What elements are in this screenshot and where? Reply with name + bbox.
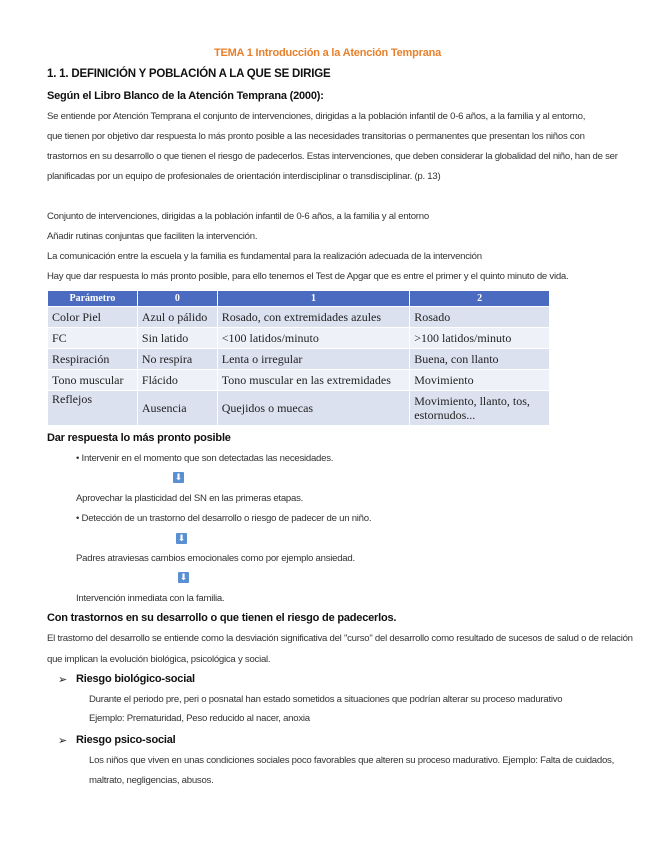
table-cell: Rosado, con extremidades azules xyxy=(217,307,409,328)
table-header-cell: 1 xyxy=(217,291,409,307)
note-line: Añadir rutinas conjuntas que faciliten la intervención. xyxy=(47,231,258,242)
section-heading: 1. 1. DEFINICIÓN Y POBLACIÓN A LA QUE SE DIRIGE xyxy=(47,68,331,80)
table-cell: No respira xyxy=(137,349,217,370)
riesgo-bio-heading: Riesgo biológico-social xyxy=(76,673,195,685)
riesgo-psico-heading: Riesgo psico-social xyxy=(76,734,176,746)
table-cell: Movimiento, llanto, tos, estornudos... xyxy=(410,391,550,426)
table-header-row xyxy=(48,291,550,307)
definition-line: Se entiende por Atención Temprana el conjunto de intervenciones, dirigidas a la población infantil de 0-6 años, a la familia y al entorno, xyxy=(47,111,586,122)
respuesta-item: • Intervenir en el momento que son detectadas las necesidades. xyxy=(76,453,334,464)
arrow-down-icon: ⬇ xyxy=(177,533,186,543)
table-row xyxy=(48,391,550,426)
table-cell: Quejidos o muecas xyxy=(217,391,409,426)
definition-line: que tienen por objetivo dar respuesta lo más pronto posible a las necesidades transitorias o permanentes que presentan los niños con xyxy=(47,131,585,142)
table-row xyxy=(48,307,550,328)
apgar-table xyxy=(47,290,550,426)
definition-line: trastornos en su desarrollo o que tienen el riesgo de padecerlos. Estas intervenciones, que deben considerar la globalidad del niño, han de ser xyxy=(47,151,618,162)
source-heading: Según el Libro Blanco de la Atención Temprana (2000): xyxy=(47,90,324,102)
table-cell: Tono muscular xyxy=(48,370,138,391)
bullet-arrow-icon: ➢ xyxy=(58,735,68,747)
riesgo-psico-line: Los niños que viven en unas condiciones sociales poco favorables que alteren su proceso madurativo. Ejemplo: Falta de cuidados, xyxy=(89,755,615,766)
arrow-down-icon: ⬇ xyxy=(174,472,183,482)
table-cell: Ausencia xyxy=(137,391,217,426)
note-line: Conjunto de intervenciones, dirigidas a la población infantil de 0-6 años, a la familia y al entorno xyxy=(47,211,429,222)
riesgo-psico-line: maltrato, negligencias, abusos. xyxy=(89,775,214,786)
table-cell: Tono muscular en las extremidades xyxy=(217,370,409,391)
arrow-down-icon: ⬇ xyxy=(179,572,188,582)
trastornos-line: que implican la evolución biológica, psicológica y social. xyxy=(47,654,271,665)
table-cell: Reflejos xyxy=(48,391,138,426)
table-header-cell: 2 xyxy=(410,291,550,307)
trastornos-line: El trastorno del desarrollo se entiende como la desviación significativa del "curso" del desarrollo como resultado de sucesos de salud o de relación xyxy=(47,633,633,644)
table-cell: Lenta o irregular xyxy=(217,349,409,370)
respuesta-heading: Dar respuesta lo más pronto posible xyxy=(47,432,231,444)
table-cell: Rosado xyxy=(410,307,550,328)
table-row xyxy=(48,328,550,349)
table-cell: Flácido xyxy=(137,370,217,391)
table-cell: Respiración xyxy=(48,349,138,370)
respuesta-item: • Detección de un trastorno del desarrollo o riesgo de padecer de un niño. xyxy=(76,513,372,524)
note-line: Hay que dar respuesta lo más pronto posible, para ello tenemos el Test de Apgar que es entre el primer y el quinto minuto de vida. xyxy=(47,271,569,282)
respuesta-item: Aprovechar la plasticidad del SN en las primeras etapas. xyxy=(76,493,304,504)
table-cell: FC xyxy=(48,328,138,349)
table-row xyxy=(48,349,550,370)
trastornos-heading: Con trastornos en su desarrollo o que tienen el riesgo de padecerlos. xyxy=(47,612,397,624)
table-row xyxy=(48,370,550,391)
table-header-cell: Parámetro xyxy=(48,291,138,307)
table-cell: Azul o pálido xyxy=(137,307,217,328)
respuesta-item: Padres atraviesas cambios emocionales como por ejemplo ansiedad. xyxy=(76,553,355,564)
definition-line: planificadas por un equipo de profesionales de orientación interdisciplinar o transdisciplinar. (p. 13) xyxy=(47,171,441,182)
riesgo-bio-line: Ejemplo: Prematuridad, Peso reducido al nacer, anoxia xyxy=(89,713,310,724)
bullet-arrow-icon: ➢ xyxy=(58,674,68,686)
respuesta-item: Intervención inmediata con la familia. xyxy=(76,593,225,604)
table-cell: <100 latidos/minuto xyxy=(217,328,409,349)
riesgo-bio-line: Durante el periodo pre, peri o posnatal han estado sometidos a situaciones que podrían alterar su proceso madurativo xyxy=(89,694,563,705)
table-cell: >100 latidos/minuto xyxy=(410,328,550,349)
table-cell: Color Piel xyxy=(48,307,138,328)
table-header-cell: 0 xyxy=(137,291,217,307)
table-cell: Sin latido xyxy=(137,328,217,349)
document-title: TEMA 1 Introducción a la Atención Temprana xyxy=(213,47,442,59)
table-cell: Movimiento xyxy=(410,370,550,391)
note-line: La comunicación entre la escuela y la familia es fundamental para la realización adecuada de la intervención xyxy=(47,251,482,262)
table-cell: Buena, con llanto xyxy=(410,349,550,370)
